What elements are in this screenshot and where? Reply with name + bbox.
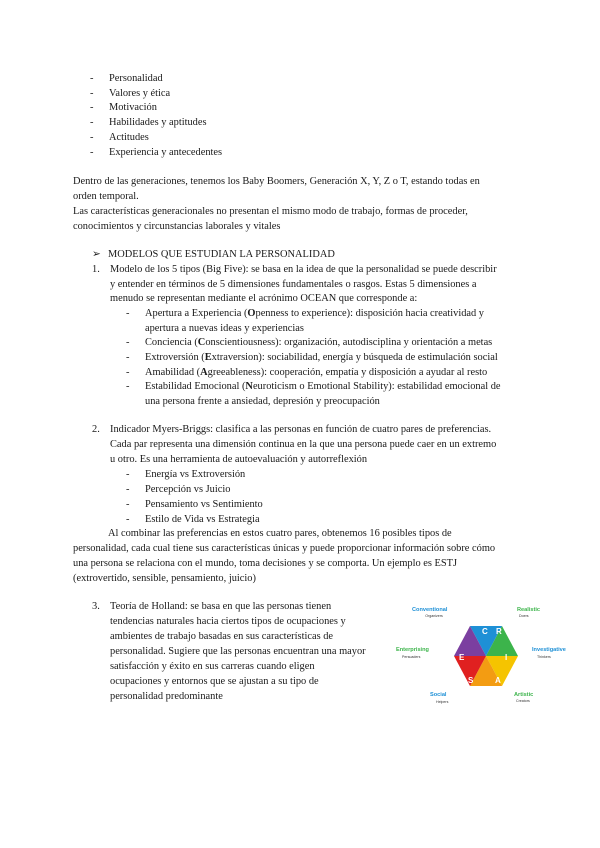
paragraph-line: tendencias naturales hacia ciertos tipos de ocupaciones y: [110, 616, 346, 627]
paragraph-line: (extrovertido, sensible, pensamiento, juicio): [73, 573, 256, 584]
list-item: - Energía vs Extroversión: [126, 469, 246, 480]
list-item-continuation: una persona frente a ansiedad, depresión y preocupación: [145, 396, 380, 407]
section-heading: ➢ MODELOS QUE ESTUDIAN LA PERSONALIDAD: [92, 249, 335, 260]
paragraph-line: menudo se representan mediante el acrónimo OCEAN que corresponde a:: [110, 293, 418, 304]
letter-s: S: [468, 676, 474, 685]
letter-c: C: [482, 627, 488, 636]
paragraph-line: ambientes de trabajo basadas en sus características de: [110, 631, 334, 642]
label-enterprising: Enterprising: [396, 647, 429, 653]
sub-investigative: Thinkers: [537, 655, 551, 659]
list-item: - Estilo de Vida vs Estrategia: [126, 514, 260, 525]
paragraph-line: conocimientos y circunstancias laborales y vitales: [73, 221, 281, 232]
label-conventional: Conventional: [412, 607, 448, 613]
list-item: - Percepción vs Juicio: [126, 484, 231, 495]
paragraph-line: ocupaciones y entornos que se ajustan a su tipo de: [110, 676, 319, 687]
paragraph-line: Indicador Myers-Briggs: clasifica a las personas en función de cuatro pares de preferencias.: [110, 424, 492, 435]
holland-hexagon-diagram: [392, 600, 582, 712]
list-item: - Actitudes: [90, 132, 149, 143]
label-realistic: Realistic: [517, 607, 541, 613]
paragraph-line: Teoría de Holland: se basa en que las personas tienen: [110, 601, 332, 612]
list-item: - Amabilidad (Agreeableness): cooperación, empatía y disposición a ayudar al resto: [126, 367, 488, 378]
sub-enterprising: Persuaders: [402, 655, 421, 659]
letter-e: E: [459, 653, 465, 662]
list-number: 2.: [92, 424, 100, 435]
label-investigative: Investigative: [532, 647, 566, 653]
paragraph-line: Dentro de las generaciones, tenemos los Baby Boomers, Generación X, Y, Z o T, estando todas en: [73, 176, 480, 187]
list-item: - Habilidades y aptitudes: [90, 117, 207, 128]
sub-conventional: Organizers: [425, 614, 443, 618]
list-number: 3.: [92, 601, 100, 612]
paragraph-line: orden temporal.: [73, 191, 139, 202]
paragraph-line: Al combinar las preferencias en estos cuatro pares, obtenemos 16 posibles tipos de: [108, 528, 452, 539]
paragraph-line: una persona se relaciona con el mundo, toma decisiones y se comporta. Un ejemplo es ESTJ: [73, 558, 458, 569]
list-item: - Valores y ética: [90, 88, 171, 99]
list-number: 1.: [92, 264, 100, 275]
sub-artistic: Creators: [516, 699, 530, 703]
arrow-bullet-icon: ➢: [92, 249, 101, 260]
list-item: - Extroversión (Extraversion): sociabilidad, energía y búsqueda de estimulación social: [126, 352, 498, 363]
paragraph-line: Cada par representa una dimensión continua en la que una persona puede caer en un extremo: [110, 439, 497, 450]
paragraph-line: Modelo de los 5 tipos (Big Five): se basa en la idea de que la personalidad se puede describir: [110, 264, 497, 275]
list-item-continuation: apertura a nuevas ideas y experiencias: [145, 323, 304, 334]
letter-i: I: [505, 653, 508, 662]
sub-social: Helpers: [436, 700, 449, 704]
paragraph-line: personalidad. Sugiere que las personas encuentran una mayor: [110, 646, 366, 657]
list-item: - Conciencia (Conscientiousness): organización, autodisciplina y orientación a metas: [126, 337, 493, 348]
sub-realistic: Doers: [519, 614, 529, 618]
list-item: - Estabilidad Emocional (Neuroticism o Emotional Stability): estabilidad emocional de: [126, 381, 501, 392]
paragraph-line: personalidad predominante: [110, 691, 223, 702]
list-item: - Apertura a Experiencia (Openness to experience): disposición hacia creatividad y: [126, 308, 485, 319]
label-social: Social: [430, 692, 447, 698]
paragraph-line: satisfacción y éxito en sus carreras cuando eligen: [110, 661, 315, 672]
paragraph-line: personalidad, cada cual tiene sus características únicas y puede proporcionar información sobre cómo: [73, 543, 496, 554]
list-item: - Motivación: [90, 102, 157, 113]
paragraph-line: Las características generacionales no presentan el mismo modo de trabajo, formas de proceder,: [73, 206, 468, 217]
paragraph-line: u otro. Es una herramienta de autoevaluación y autorreflexión: [110, 454, 368, 465]
label-artistic: Artistic: [514, 692, 534, 698]
list-item: - Pensamiento vs Sentimiento: [126, 499, 263, 510]
list-item: - Experiencia y antecedentes: [90, 147, 223, 158]
letter-a: A: [495, 676, 501, 685]
letter-r: R: [496, 627, 502, 636]
list-item: - Personalidad: [90, 73, 163, 84]
paragraph-line: y entender en términos de 5 dimensiones fundamentales o rasgos. Estas 5 dimensiones a: [110, 279, 477, 290]
